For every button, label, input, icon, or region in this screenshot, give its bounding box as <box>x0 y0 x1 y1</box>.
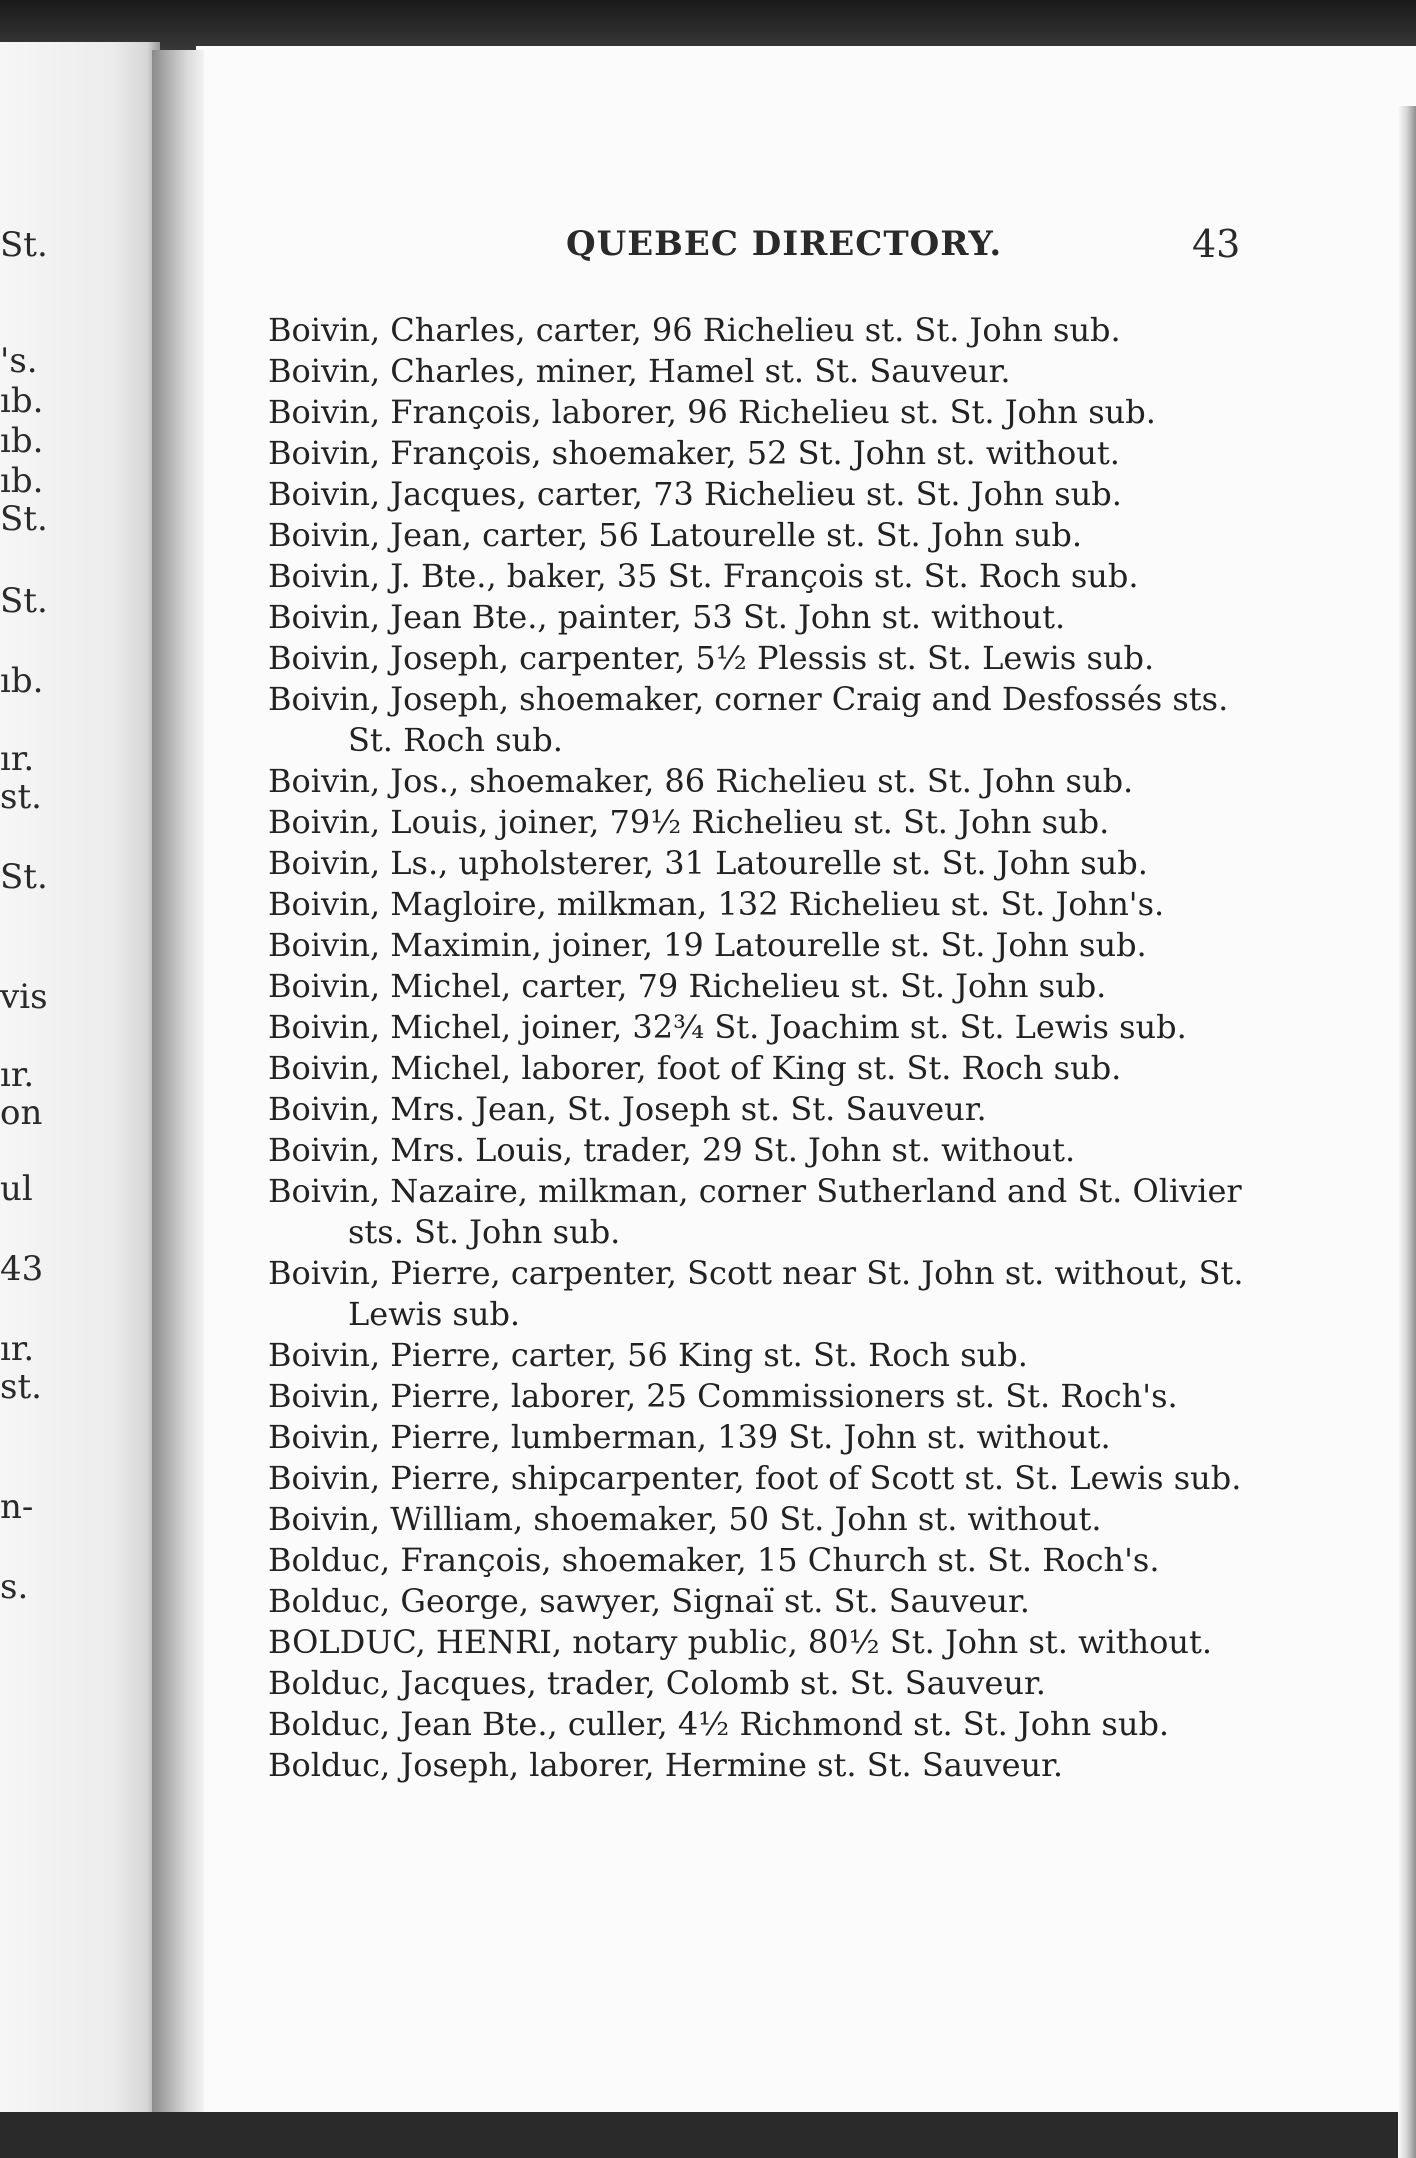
fragment: 43 <box>0 1249 44 1289</box>
directory-entry: Boivin, Nazaire, milkman, corner Sutherland and St. Olivier sts. St. John sub. <box>268 1172 1242 1251</box>
directory-entry: Bolduc, Jean Bte., culler, 4½ Richmond st. St. John sub. <box>268 1705 1170 1743</box>
directory-entry: Boivin, Mrs. Louis, trader, 29 St. John st. without. <box>268 1131 1076 1169</box>
directory-entry: Boivin, Magloire, milkman, 132 Richelieu st. St. John's. <box>268 885 1165 923</box>
directory-entry: BOLDUC, HENRI, notary public, 80½ St. John st. without. <box>268 1623 1213 1661</box>
fragment: St. <box>0 225 48 265</box>
directory-entry: Boivin, William, shoemaker, 50 St. John st. without. <box>268 1500 1102 1538</box>
directory-entry: Boivin, Joseph, shoemaker, corner Craig and Desfossés sts. St. Roch sub. <box>268 680 1229 759</box>
directory-entry: Bolduc, Joseph, laborer, Hermine st. St. Sauveur. <box>268 1746 1064 1784</box>
directory-entry: Boivin, Jacques, carter, 73 Richelieu st. St. John sub. <box>268 475 1122 513</box>
fragment: ıb. <box>0 461 44 501</box>
directory-entry: Boivin, Mrs. Jean, St. Joseph st. St. Sauveur. <box>268 1090 987 1128</box>
fragment: s. <box>0 1567 29 1607</box>
directory-entry: Boivin, Michel, carter, 79 Richelieu st. St. John sub. <box>268 967 1107 1005</box>
directory-entry: Boivin, Jos., shoemaker, 86 Richelieu st. St. John sub. <box>268 762 1134 800</box>
directory-entry: Boivin, Michel, laborer, foot of King st. St. Roch sub. <box>268 1049 1122 1087</box>
directory-entry: Boivin, François, shoemaker, 52 St. John st. without. <box>268 434 1120 472</box>
directory-entry: Bolduc, François, shoemaker, 15 Church st. St. Roch's. <box>268 1541 1160 1579</box>
page-number: 43 <box>1192 222 1241 266</box>
fragment: ıb. <box>0 421 44 461</box>
fragment: ır. <box>0 1329 35 1369</box>
directory-entry: Bolduc, George, sawyer, Signaï st. St. Sauveur. <box>268 1582 1030 1620</box>
directory-entry: Boivin, Charles, carter, 96 Richelieu st. St. John sub. <box>268 311 1121 349</box>
fragment: ıb. <box>0 381 44 421</box>
directory-entry: Boivin, J. Bte., baker, 35 St. François st. St. Roch sub. <box>268 557 1139 595</box>
directory-entry: Boivin, Jean Bte., painter, 53 St. John st. without. <box>268 598 1066 636</box>
fragment: st. <box>0 777 42 817</box>
fragment: 's. <box>0 341 38 381</box>
fragment: St. <box>0 857 48 897</box>
fragment: ır. <box>0 739 35 779</box>
fragment: n- <box>0 1487 34 1527</box>
directory-entry: Boivin, Joseph, carpenter, 5½ Plessis st. St. Lewis sub. <box>268 639 1155 677</box>
directory-entry: Boivin, Pierre, carpenter, Scott near St. John st. without, St. Lewis sub. <box>268 1254 1244 1333</box>
directory-entry: Boivin, Louis, joiner, 79½ Richelieu st. St. John sub. <box>268 803 1110 841</box>
fragment: ul <box>0 1169 33 1209</box>
directory-entry: Boivin, Pierre, laborer, 25 Commissioners st. St. Roch's. <box>268 1377 1178 1415</box>
fragment: St. <box>0 499 48 539</box>
directory-entry: Boivin, Pierre, carter, 56 King st. St. Roch sub. <box>268 1336 1028 1374</box>
running-head: QUEBEC DIRECTORY. <box>566 224 1003 264</box>
directory-entry: Boivin, Jean, carter, 56 Latourelle st. St. John sub. <box>268 516 1082 554</box>
left-page-fragments <box>0 42 60 2112</box>
directory-entry: Boivin, Maximin, joiner, 19 Latourelle st. St. John sub. <box>268 926 1147 964</box>
fragment: on <box>0 1093 43 1133</box>
directory-entry: Bolduc, Jacques, trader, Colomb st. St. Sauveur. <box>268 1664 1046 1702</box>
left-page-edge <box>0 42 160 2112</box>
directory-entry: Boivin, Pierre, lumberman, 139 St. John st. without. <box>268 1418 1111 1456</box>
fragment: St. <box>0 581 48 621</box>
fragment: vis <box>0 977 48 1017</box>
fragment: ır. <box>0 1055 35 1095</box>
directory-entry: Boivin, Pierre, shipcarpenter, foot of Scott st. St. Lewis sub. <box>268 1459 1242 1497</box>
directory-entry: Boivin, Charles, miner, Hamel st. St. Sauveur. <box>268 352 1011 390</box>
directory-entry: Boivin, Michel, joiner, 32¾ St. Joachim st. St. Lewis sub. <box>268 1008 1187 1046</box>
directory-entries <box>268 310 1248 1786</box>
fragment: st. <box>0 1367 42 1407</box>
page-edge-shadow <box>1398 106 1416 2158</box>
directory-entry: Boivin, Ls., upholsterer, 31 Latourelle st. St. John sub. <box>268 844 1148 882</box>
directory-entry: Boivin, François, laborer, 96 Richelieu st. St. John sub. <box>268 393 1156 431</box>
fragment: ıb. <box>0 661 44 701</box>
book-gutter <box>152 50 204 2112</box>
